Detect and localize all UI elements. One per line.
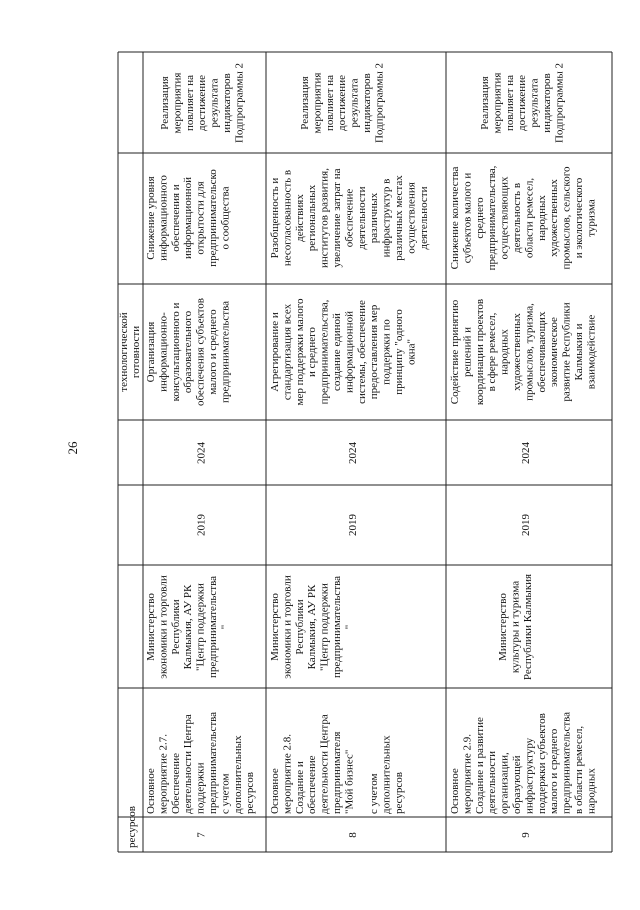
link-cell	[479, 63, 565, 143]
event-cell-line: инфраструктуру	[523, 737, 536, 814]
link-cell-line: повлияет на	[503, 74, 516, 132]
result-cell	[269, 298, 417, 405]
link-cell-line: достижение	[196, 75, 209, 131]
event-cell-line: обеспечение	[306, 755, 319, 814]
link-cell-line: повлияет на	[323, 74, 336, 132]
executor-cell-line: предпринимательства	[207, 575, 219, 679]
event-cell-line: Основное	[449, 768, 461, 814]
consequence-cell	[449, 165, 597, 270]
event-cell-line: с учетом	[368, 773, 381, 814]
executor-cell-line: Республики Калмыкия	[521, 573, 534, 681]
page-number: 26	[65, 441, 80, 455]
result-cell-line: экономическое	[548, 317, 561, 387]
link-cell-line: мероприятия	[171, 72, 184, 134]
link-cell-line: повлияет на	[183, 74, 196, 132]
executor-cell-line: Министерство	[269, 593, 281, 661]
event-cell-line: поддержки	[194, 762, 207, 814]
event-cell	[145, 712, 256, 814]
result-cell-line: консультационного и	[169, 302, 182, 402]
consequence-cell-line: субъектов малого и	[461, 172, 474, 264]
link-cell-line: Реализация	[479, 76, 491, 130]
event-cell-line: предпринимательства	[207, 711, 219, 814]
event-cell-line: деятельности Центра	[318, 714, 331, 814]
result-cell-line: предоставления мер	[368, 304, 381, 400]
link-cell	[299, 63, 385, 143]
result-cell-line: координации проектов	[473, 298, 486, 406]
result-cell-line: информационно-	[157, 312, 170, 392]
executor-cell-line: экономики и торговли	[157, 575, 170, 679]
result-cell-line: художественных	[511, 313, 523, 391]
link-cell-line: Подпрограммы 2	[373, 62, 386, 144]
result-cell-line: предпринимательства	[219, 300, 232, 404]
start-year: 2019	[347, 514, 359, 536]
executor-cell-line: культуры и туризма	[509, 580, 522, 674]
consequence-cell-line: информационного	[157, 175, 170, 261]
event-cell-line: народных	[585, 768, 598, 814]
event-cell-line: ресурсов	[393, 772, 405, 814]
consequence-cell-line: действиях	[293, 194, 306, 242]
executor-cell-line: "	[219, 624, 232, 630]
link-cell-line: индикаторов	[221, 73, 233, 133]
consequence-cell	[145, 169, 231, 267]
event-cell	[449, 712, 597, 814]
event-cell-line: с учетом	[219, 773, 232, 814]
consequence-cell-line: о сообщества	[219, 186, 232, 250]
consequence-cell-line: области ремесел,	[523, 177, 536, 259]
consequence-cell-line: открытости для	[194, 181, 207, 255]
result-cell-line: Калмыкия и	[573, 323, 585, 381]
row-number: 8	[347, 832, 359, 838]
link-cell-line: мероприятия	[311, 72, 324, 134]
consequence-cell-line: и экологического	[573, 177, 585, 259]
executor-cell	[269, 575, 355, 679]
event-cell-line: поддержки субъектов	[535, 713, 548, 814]
event-cell-line: предпринимателя	[331, 731, 343, 814]
event-cell-line: предпринимательства	[560, 711, 573, 814]
event-cell-line: Основное	[269, 768, 281, 814]
consequence-cell-line: различных местах	[393, 175, 405, 261]
result-cell-line: принципу "одного	[393, 309, 405, 395]
event-cell-line: в области ремесел,	[573, 725, 585, 814]
event-cell-line: образующей	[511, 755, 523, 814]
consequence-cell-line: осуществления	[405, 182, 418, 254]
consequence-cell-line: различных	[368, 192, 381, 244]
result-cell-line: промыслов, туризма,	[523, 303, 536, 401]
consequence-cell-line: деятельность в	[511, 182, 523, 254]
consequence-cell-line: институтов развития,	[318, 168, 331, 268]
result-cell-line: обеспечивающих	[535, 311, 548, 393]
result-cell-line: решений и	[461, 326, 474, 378]
result-cell-line: создание единой	[331, 313, 343, 391]
consequence-cell-line: промыслов, сельского	[560, 166, 573, 270]
result-cell-line: Агрегирование и	[269, 312, 281, 392]
event-cell-line: Обеспечение	[169, 753, 182, 814]
executor-cell-line: Калмыкия, АУ РК	[182, 584, 195, 670]
header-readiness-label-line: технологической	[118, 312, 130, 392]
link-cell-line: Подпрограммы 2	[553, 62, 566, 144]
event-cell-line: Создание и развитие	[473, 717, 486, 814]
result-cell-line: окна"	[405, 338, 418, 366]
header-resource-label: ресурсов	[126, 806, 138, 848]
consequence-cell-line: увеличение затрат на	[331, 168, 343, 268]
result-cell-line: в сфере ремесел,	[486, 312, 499, 392]
event-cell-line: дополнительных	[380, 735, 393, 814]
link-cell-line: результата	[528, 78, 541, 128]
start-year: 2019	[520, 514, 532, 536]
link-cell-line: мероприятия	[491, 72, 504, 134]
link-cell-line: достижение	[516, 75, 529, 131]
executor-cell-line: Министерство	[145, 593, 157, 661]
link-cell-line: индикаторов	[361, 73, 373, 133]
executor-cell-line: "	[343, 624, 356, 630]
header-readiness-label-line: готовности	[130, 325, 142, 379]
result-cell-line: Содействие принятию	[449, 299, 461, 405]
consequence-cell-line: информационной	[182, 177, 195, 259]
result-cell	[145, 298, 231, 406]
executor-cell-line: экономики и торговли	[281, 575, 294, 679]
consequence-cell-line: художественных	[548, 179, 561, 257]
event-cell-line: организации,	[498, 752, 511, 814]
event-cell	[269, 714, 405, 814]
result-cell-line: взаимодействие	[585, 314, 598, 390]
executor-cell-line: Министерство	[497, 593, 509, 661]
executor-cell	[145, 575, 231, 679]
result-cell-line: малого и среднего	[207, 309, 219, 395]
consequence-cell-line: туризма	[585, 199, 598, 237]
executor-cell-line: предпринимательства	[331, 575, 343, 679]
consequence-cell-line: предпринимательства,	[486, 165, 499, 271]
end-year: 2024	[195, 442, 208, 464]
event-cell-line: ресурсов	[244, 772, 257, 814]
result-cell-line: образовательного	[182, 310, 195, 394]
consequence-cell-line: деятельности	[417, 186, 430, 250]
header-readiness-label	[118, 312, 142, 392]
consequence-cell-line: среднего	[473, 197, 486, 239]
consequence-cell-line: народных	[535, 195, 548, 241]
consequence-cell-line: Разобщенность и	[269, 177, 281, 259]
result-cell-line: народных	[498, 329, 511, 375]
link-cell-line: Реализация	[159, 76, 171, 130]
consequence-cell-line: осуществляющих	[498, 176, 511, 260]
event-cell-line: мероприятие 2.7.	[157, 733, 170, 814]
consequence-cell-line: деятельности	[355, 186, 368, 250]
result-cell-line: развитие Республики	[560, 302, 573, 402]
executor-cell-line: "Центр поддержки	[318, 583, 331, 671]
link-cell-line: достижение	[336, 75, 349, 131]
result-cell-line: поддержки по	[380, 319, 393, 385]
result-cell-line: и среднего	[306, 327, 319, 377]
consequence-cell-line: инфраструктур в	[380, 178, 393, 258]
link-cell-line: Подпрограммы 2	[233, 62, 246, 144]
event-cell-line: мероприятие 2.8.	[281, 733, 294, 814]
link-cell-line: результата	[348, 78, 361, 128]
result-cell-line: системы, обеспечение	[355, 300, 368, 404]
consequence-cell-line: предпринимательско	[207, 169, 219, 267]
event-cell-line: деятельности Центра	[182, 714, 195, 814]
executor-cell	[497, 574, 534, 680]
result-cell-line: Организация	[145, 321, 157, 383]
event-cell-line: малого и среднего	[548, 728, 561, 814]
result-cell-line: предпринимательства,	[318, 299, 331, 405]
row-number: 9	[520, 832, 532, 838]
consequence-cell-line: Снижение количества	[449, 166, 461, 270]
consequence-cell-line: региональных	[306, 184, 319, 252]
link-cell	[159, 63, 245, 143]
event-cell-line: деятельности	[486, 751, 499, 814]
event-cell-line: мероприятие 2.9.	[461, 733, 474, 814]
consequence-cell-line: Снижение уровня	[145, 176, 157, 260]
consequence-cell-line: несогласованность в	[281, 169, 294, 267]
event-cell-line: "Мой бизнес"	[343, 749, 356, 814]
executor-cell-line: Калмыкия, АУ РК	[306, 584, 319, 670]
result-cell-line: мер поддержки малого	[293, 298, 306, 406]
event-cell-line: Создание и	[293, 761, 306, 814]
consequence-cell-line: обеспечение	[343, 188, 356, 248]
consequence-cell-line: обеспечения и	[169, 184, 182, 252]
executor-cell-line: Республики	[169, 599, 182, 655]
event-cell-line: дополнительных	[231, 735, 244, 814]
executor-cell-line: Республики	[293, 599, 306, 655]
result-cell-line: обеспечения субъектов	[194, 297, 207, 407]
result-cell-line: стандартизация всех	[281, 303, 294, 401]
result-cell	[449, 299, 597, 405]
executor-cell-line: "Центр поддержки	[194, 583, 207, 671]
start-year: 2019	[195, 514, 208, 536]
end-year: 2024	[347, 442, 359, 464]
link-cell-line: результата	[208, 78, 221, 128]
end-year: 2024	[520, 442, 532, 464]
result-cell-line: информационной	[343, 311, 356, 393]
link-cell-line: Реализация	[299, 76, 311, 130]
consequence-cell	[269, 168, 430, 268]
link-cell-line: индикаторов	[541, 73, 553, 133]
row-number: 7	[195, 832, 208, 838]
event-cell-line: Основное	[145, 768, 157, 814]
